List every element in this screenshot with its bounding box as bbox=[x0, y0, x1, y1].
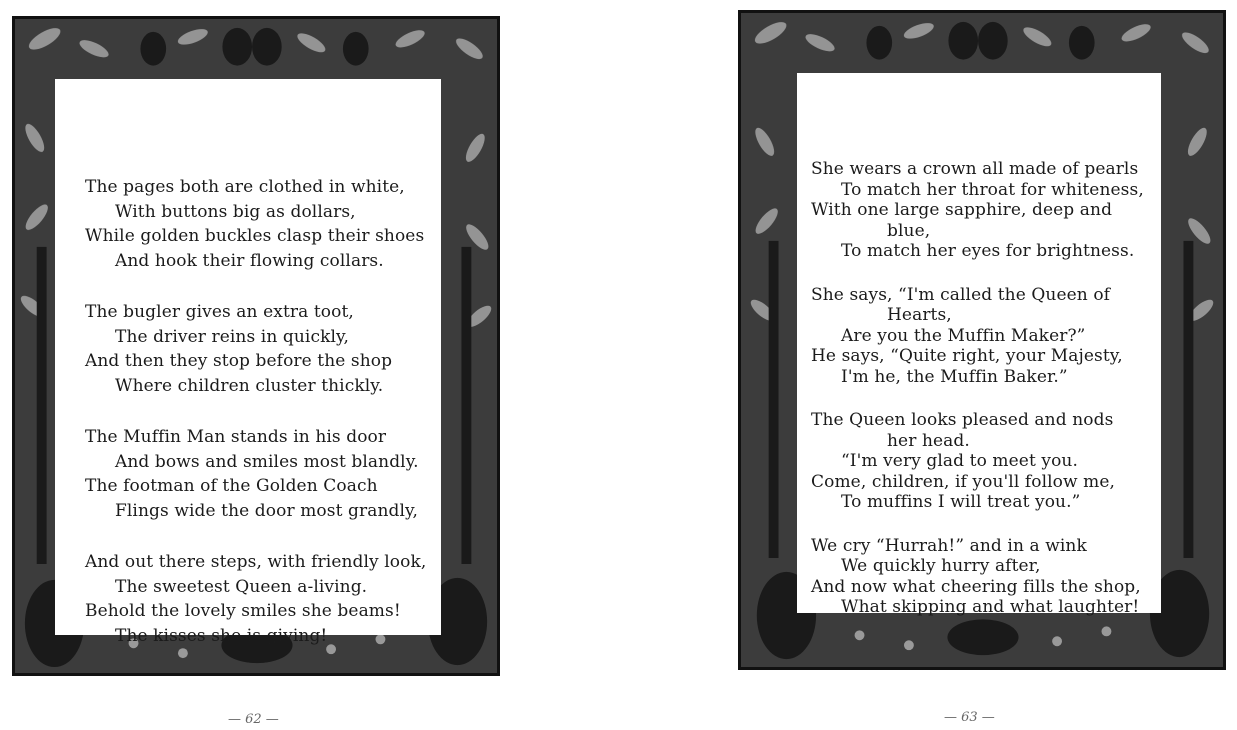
poem-line: The Queen looks pleased and nods bbox=[811, 410, 1114, 430]
poem-line: He says, “Quite right, your Majesty, bbox=[811, 346, 1123, 366]
poem-line: The driver reins in quickly, bbox=[115, 326, 349, 347]
poem-stanza bbox=[85, 300, 441, 398]
poem-line: What skipping and what laughter! bbox=[841, 597, 1140, 617]
poem-line: Are you the Muffin Maker?” bbox=[841, 325, 1086, 346]
poem-line: To match her throat for whiteness, bbox=[841, 179, 1144, 200]
poem-line: And bows and smiles most blandly. bbox=[115, 451, 419, 472]
poem-line: While golden buckles clasp their shoes bbox=[85, 226, 425, 246]
poem-line: Come, children, if you'll follow me, bbox=[811, 471, 1116, 492]
poem-stanza bbox=[85, 175, 441, 273]
poem-line: “I'm very glad to meet you. bbox=[841, 451, 1078, 471]
page-number-right: — 63 — bbox=[944, 710, 995, 725]
poem-line: The footman of the Golden Coach bbox=[85, 476, 378, 496]
poem-line: The kisses she is giving! bbox=[115, 625, 328, 646]
right-page-border bbox=[738, 10, 1226, 670]
poem-line: With one large sapphire, deep and bbox=[811, 200, 1113, 220]
poem-line: And now what cheering fills the shop, bbox=[811, 576, 1141, 597]
poem-line: blue, bbox=[887, 220, 931, 241]
poem-line: She says, “I'm called the Queen of bbox=[811, 284, 1111, 305]
poem-line: The Muffin Man stands in his door bbox=[85, 427, 387, 447]
poem-line: We cry “Hurrah!” and in a wink bbox=[811, 535, 1087, 556]
poem-stanza bbox=[811, 536, 1161, 618]
poem-stanza bbox=[811, 159, 1161, 262]
poem-line: With buttons big as dollars, bbox=[115, 201, 356, 222]
poem-stanza bbox=[85, 425, 441, 523]
poem-line: And out there steps, with friendly look, bbox=[85, 552, 427, 572]
page-number-left: — 62 — bbox=[228, 712, 279, 727]
poem-line: The sweetest Queen a-living. bbox=[115, 576, 368, 597]
poem-line: To muffins I will treat you.” bbox=[841, 492, 1081, 512]
poem-line: The bugler gives an extra toot, bbox=[85, 302, 354, 322]
poem-line: And then they stop before the shop bbox=[85, 351, 393, 371]
right-page-text-panel bbox=[797, 73, 1161, 617]
poem-line: Behold the lovely smiles she beams! bbox=[85, 601, 401, 621]
left-page-text-panel bbox=[55, 79, 441, 646]
poem-line: She wears a crown all made of pearls bbox=[811, 159, 1139, 179]
left-page-border bbox=[12, 16, 500, 676]
poem-line: And hook their flowing collars. bbox=[115, 250, 384, 271]
poem-line: her head. bbox=[887, 430, 970, 451]
poem-line: Hearts, bbox=[887, 305, 952, 325]
poem-line: To match her eyes for brightness. bbox=[841, 241, 1135, 261]
poem-line: We quickly hurry after, bbox=[841, 556, 1041, 576]
poem-line: Flings wide the door most grandly, bbox=[115, 500, 418, 521]
poem-stanza bbox=[811, 410, 1161, 513]
poem-stanza bbox=[811, 285, 1161, 388]
poem-line: I'm he, the Muffin Baker.” bbox=[841, 366, 1068, 387]
poem-line: The pages both are clothed in white, bbox=[85, 177, 405, 197]
poem-stanza bbox=[85, 550, 441, 648]
poem-line: Where children cluster thickly. bbox=[115, 375, 384, 396]
